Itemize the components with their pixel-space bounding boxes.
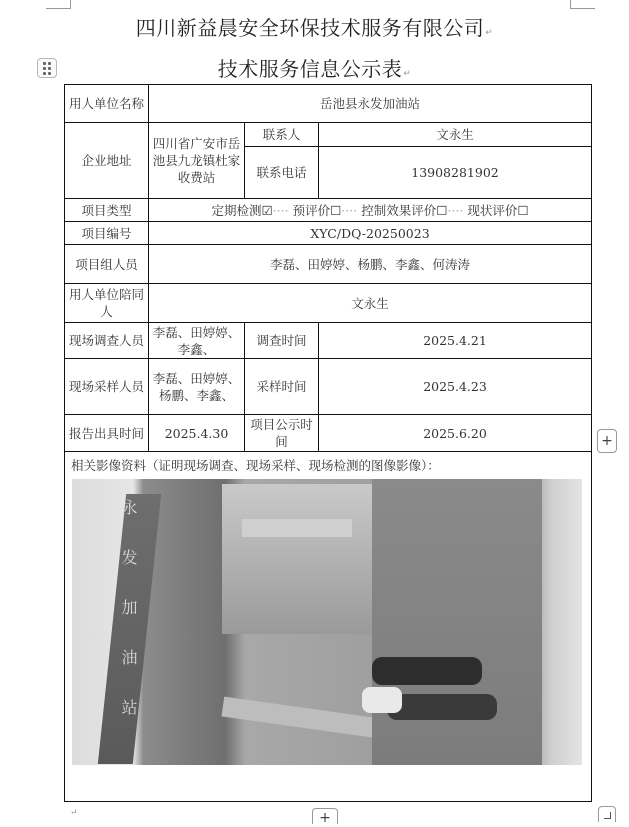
images-caption: 相关影像资料（证明现场调查、现场采样、现场检测的图像影像）： bbox=[71, 458, 440, 473]
paragraph-mark: ↵ bbox=[70, 808, 78, 818]
value-unit-name[interactable]: 岳池县永发加油站 bbox=[149, 85, 592, 123]
table-row-project-no bbox=[65, 222, 592, 245]
value-escort[interactable]: 文永生 bbox=[149, 284, 592, 323]
value-sampling-staff[interactable]: 李磊、田婷婷、杨鹏、李鑫、 bbox=[149, 359, 245, 415]
table-row-sampling bbox=[65, 359, 592, 415]
value-team[interactable]: 李磊、田婷婷、杨鹏、李鑫、何涛涛 bbox=[149, 245, 592, 284]
label-publish-time: 项目公示时间 bbox=[245, 415, 319, 452]
table-row-project-type bbox=[65, 199, 592, 222]
option-periodic-test[interactable]: 定期检测☑ bbox=[211, 202, 273, 218]
label-project-type: 项目类型 bbox=[65, 199, 149, 222]
checkbox-checked-icon[interactable]: ☑ bbox=[261, 202, 273, 218]
add-column-button[interactable]: + bbox=[597, 429, 617, 453]
forecourt-ground bbox=[372, 479, 542, 765]
value-project-no[interactable]: XYC/DQ-20250023 bbox=[149, 222, 592, 245]
checkbox-icon[interactable]: ☐ bbox=[517, 202, 529, 218]
label-survey-time: 调查时间 bbox=[245, 323, 319, 359]
value-report-time[interactable]: 2025.4.30 bbox=[149, 415, 245, 452]
value-address[interactable]: 四川省广安市岳池县九龙镇杜家收费站 bbox=[149, 123, 245, 199]
label-report-time: 报告出具时间 bbox=[65, 415, 149, 452]
add-row-button[interactable]: + bbox=[312, 808, 338, 824]
company-title: 四川新益晨安全环保技术服务有限公司↵ bbox=[135, 16, 494, 40]
person-figure bbox=[387, 694, 497, 720]
value-phone[interactable]: 13908281902 bbox=[319, 147, 592, 199]
value-survey-staff[interactable]: 李磊、田婷婷、李鑫、 bbox=[149, 323, 245, 359]
checkbox-icon[interactable]: ☐ bbox=[436, 202, 448, 218]
site-photo[interactable] bbox=[72, 479, 582, 765]
label-escort: 用人单位陪同人 bbox=[65, 284, 149, 323]
label-team: 项目组人员 bbox=[65, 245, 149, 284]
option-pre-evaluation[interactable]: 预评价☐ bbox=[292, 202, 342, 218]
label-sampling-staff: 现场采样人员 bbox=[65, 359, 149, 415]
table-row-report bbox=[65, 415, 592, 452]
label-address: 企业地址 bbox=[65, 123, 149, 199]
table-row-images bbox=[65, 452, 592, 802]
table-resize-handle[interactable] bbox=[598, 806, 616, 822]
label-sampling-time: 采样时间 bbox=[245, 359, 319, 415]
person-shirt bbox=[362, 687, 402, 713]
value-survey-time[interactable]: 2025.4.21 bbox=[319, 323, 592, 359]
table-move-handle[interactable] bbox=[37, 58, 57, 78]
table-row-team bbox=[65, 245, 592, 284]
value-sampling-time[interactable]: 2025.4.23 bbox=[319, 359, 592, 415]
checkbox-icon[interactable]: ☐ bbox=[330, 202, 342, 218]
label-unit-name: 用人单位名称 bbox=[65, 85, 149, 123]
crop-mark-top-left bbox=[46, 0, 71, 9]
table-row-unit-name bbox=[65, 85, 592, 123]
person-figure bbox=[372, 657, 482, 685]
table-row-escort bbox=[65, 284, 592, 323]
images-cell bbox=[65, 452, 592, 802]
crop-mark-top-right bbox=[570, 0, 595, 9]
option-control-effect-evaluation[interactable]: 控制效果评价☐ bbox=[361, 202, 448, 218]
project-type-options: 定期检测☑···· 预评价☐···· 控制效果评价☐···· 现状评价☐ bbox=[149, 199, 592, 222]
label-contact: 联系人 bbox=[245, 123, 319, 147]
value-publish-time[interactable]: 2025.6.20 bbox=[319, 415, 592, 452]
drag-dots-icon bbox=[43, 62, 51, 75]
pump-island bbox=[242, 519, 352, 537]
table-row-contact bbox=[65, 123, 592, 147]
station-building bbox=[222, 484, 372, 634]
option-status-evaluation[interactable]: 现状评价☐ bbox=[467, 202, 529, 218]
table-row-survey bbox=[65, 323, 592, 359]
info-table bbox=[64, 84, 592, 802]
label-survey-staff: 现场调查人员 bbox=[65, 323, 149, 359]
label-project-no: 项目编号 bbox=[65, 222, 149, 245]
canopy-sign-text: 永发加油站 bbox=[119, 499, 138, 749]
form-title: 技术服务信息公示表↵ bbox=[217, 57, 412, 81]
value-contact[interactable]: 文永生 bbox=[319, 123, 592, 147]
label-phone: 联系电话 bbox=[245, 147, 319, 199]
